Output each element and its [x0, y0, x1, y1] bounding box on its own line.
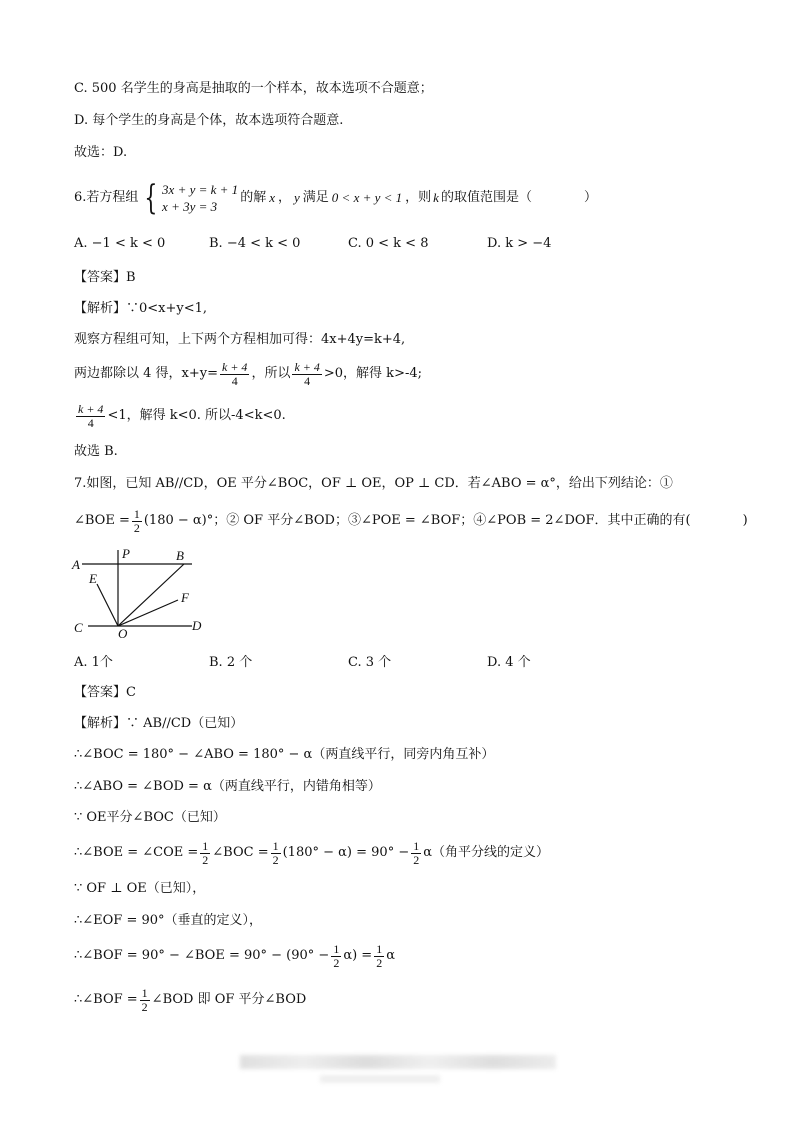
q6-answer: 【答案】B [74, 270, 136, 285]
fraction-half-3: $\frac{1}{2}$ [272, 838, 279, 867]
label-f: F [181, 590, 189, 605]
label-p: P [122, 546, 130, 561]
q6-text-2: ， [277, 190, 291, 205]
question-7-line-1: 7.如图，已知 AB//CD，OE 平分∠BOC，OF ⊥ OE，OP ⊥ CD．若∠ABO = α°，给出下列结论：① [74, 476, 673, 491]
q7-l2-text-b: (180 − α)°；② OF 平分∠BOD；③∠POE = ∠BOF；④∠POB = 2∠DOF．其中正确的有( ) [143, 513, 748, 528]
label-c: C [74, 620, 83, 635]
q7-answer: 【答案】C [74, 685, 136, 700]
q7-step-6: ∵ OF ⊥ OE（已知）， [74, 881, 206, 896]
q7-s5-text-d: α（角平分线的定义） [423, 845, 550, 860]
q7-s8-text-c: α [386, 948, 395, 963]
fraction-half-7: $\frac{1}{2}$ [141, 985, 148, 1014]
q7-step-7: ∴∠EOF = 90°（垂直的定义）， [74, 913, 263, 928]
q7-option-c: C. 3 个 [348, 655, 392, 670]
q7-step-2: ∴∠BOC = 180° − ∠ABO = 180° − α（两直线平行，同旁内角互补） [74, 747, 495, 762]
label-b: B [176, 548, 184, 563]
q6-exp3-text-a: 两边都除以 4 得，x+y= [74, 366, 218, 381]
fraction-k4-2: $\frac{k + 4}{4}$ [294, 359, 320, 388]
question-6 [74, 180, 597, 216]
q6-text-1: 的解 [240, 190, 267, 205]
fraction-half-6: $\frac{1}{2}$ [376, 941, 383, 970]
fraction-k4: $\frac{k + 4}{4}$ [222, 359, 248, 388]
var-k: k [433, 190, 439, 205]
label-e: E [89, 571, 97, 586]
var-y: y [294, 190, 300, 205]
q7-step-8 [74, 938, 395, 974]
fraction-half: $\frac{1}{2}$ [133, 506, 140, 535]
q7-s5-text-a: ∴∠BOE = ∠COE = [74, 845, 199, 860]
q7-step-9 [74, 982, 306, 1018]
option-d-text: D. 每个学生的身高是个体，故本选项符合题意. [74, 113, 344, 128]
q6-text-3: 满足 [302, 190, 329, 205]
line-of [118, 600, 178, 626]
fraction-k4-3: $\frac{k + 4}{4}$ [78, 401, 104, 430]
option-c-text: C. 500 名学生的身高是抽取的一个样本，故本选项不合题意； [74, 81, 433, 96]
q7-step-4: ∵ OE平分∠BOC（已知） [74, 810, 226, 825]
q7-l2-text-a: ∠BOE = [74, 513, 130, 528]
q7-s5-text-c: (180° − α) = 90° − [282, 845, 410, 860]
q7-option-b: B. 2 个 [209, 655, 253, 670]
q6-exp4-text: <1，解得 k<0. 所以-4<k<0. [107, 408, 286, 423]
q6-pick: 故选 B. [74, 444, 118, 459]
q6-explanation-3 [74, 356, 422, 392]
q5-pick: 故选：D. [74, 145, 128, 160]
blurred-footer-sub [320, 1075, 440, 1083]
q6-exp3-text-c: >0，解得 k>-4; [323, 366, 423, 381]
q6-option-d: D. k > −4 [487, 236, 552, 251]
fraction-half-5: $\frac{1}{2}$ [333, 941, 340, 970]
var-x: x [269, 190, 275, 205]
equation-2: x + 3y = 3 [162, 199, 218, 214]
equation-1: 3x + y = k + 1 [162, 182, 239, 197]
fraction-half-4: $\frac{1}{2}$ [413, 838, 420, 867]
q7-s9-text-a: ∴∠BOF = [74, 992, 138, 1007]
q6-option-c: C. 0 < k < 8 [348, 236, 429, 251]
label-o: O [118, 626, 128, 640]
question-7-line-2 [74, 504, 748, 538]
q7-s5-text-b: ∠BOC = [212, 845, 269, 860]
q6-suffix: 的取值范围是（ ） [440, 190, 597, 205]
blurred-footer [240, 1055, 556, 1069]
q7-option-d: D. 4 个 [487, 655, 531, 670]
q6-condition: 0 < x + y < 1 [331, 190, 403, 205]
q7-step-1: 【解析】∵ AB//CD（已知） [74, 716, 244, 731]
q6-explanation-1: 【解析】∵0<x+y<1, [74, 301, 208, 316]
q6-explanation-2: 观察方程组可知，上下两个方程相加可得：4x+4y=k+4, [74, 332, 406, 347]
line-oe [97, 584, 118, 626]
q6-text-4: ，则 [405, 190, 432, 205]
equation-system [140, 178, 239, 218]
q7-s8-text-b: α) = [343, 948, 373, 963]
fraction-half-2: $\frac{1}{2}$ [202, 838, 209, 867]
q6-option-a: A. −1 < k < 0 [74, 236, 166, 251]
brace-icon: { [144, 178, 158, 218]
geometry-diagram [70, 544, 220, 640]
q7-s8-text-a: ∴∠BOF = 90° − ∠BOE = 90° − (90° − [74, 948, 330, 963]
label-a: A [72, 557, 80, 572]
q7-step-3: ∴∠ABO = ∠BOD = α（两直线平行，内错角相等） [74, 779, 381, 794]
q7-option-a: A. 1个 [74, 655, 113, 670]
q6-prefix: 6.若方程组 [74, 190, 139, 205]
q6-explanation-4 [74, 398, 286, 434]
q7-step-5 [74, 835, 549, 871]
label-d: D [192, 618, 202, 633]
line-ob [118, 564, 184, 626]
q6-exp3-text-b: ，所以 [251, 366, 291, 381]
q7-s9-text-b: ∠BOD 即 OF 平分∠BOD [151, 992, 307, 1007]
q6-option-b: B. −4 < k < 0 [209, 236, 301, 251]
